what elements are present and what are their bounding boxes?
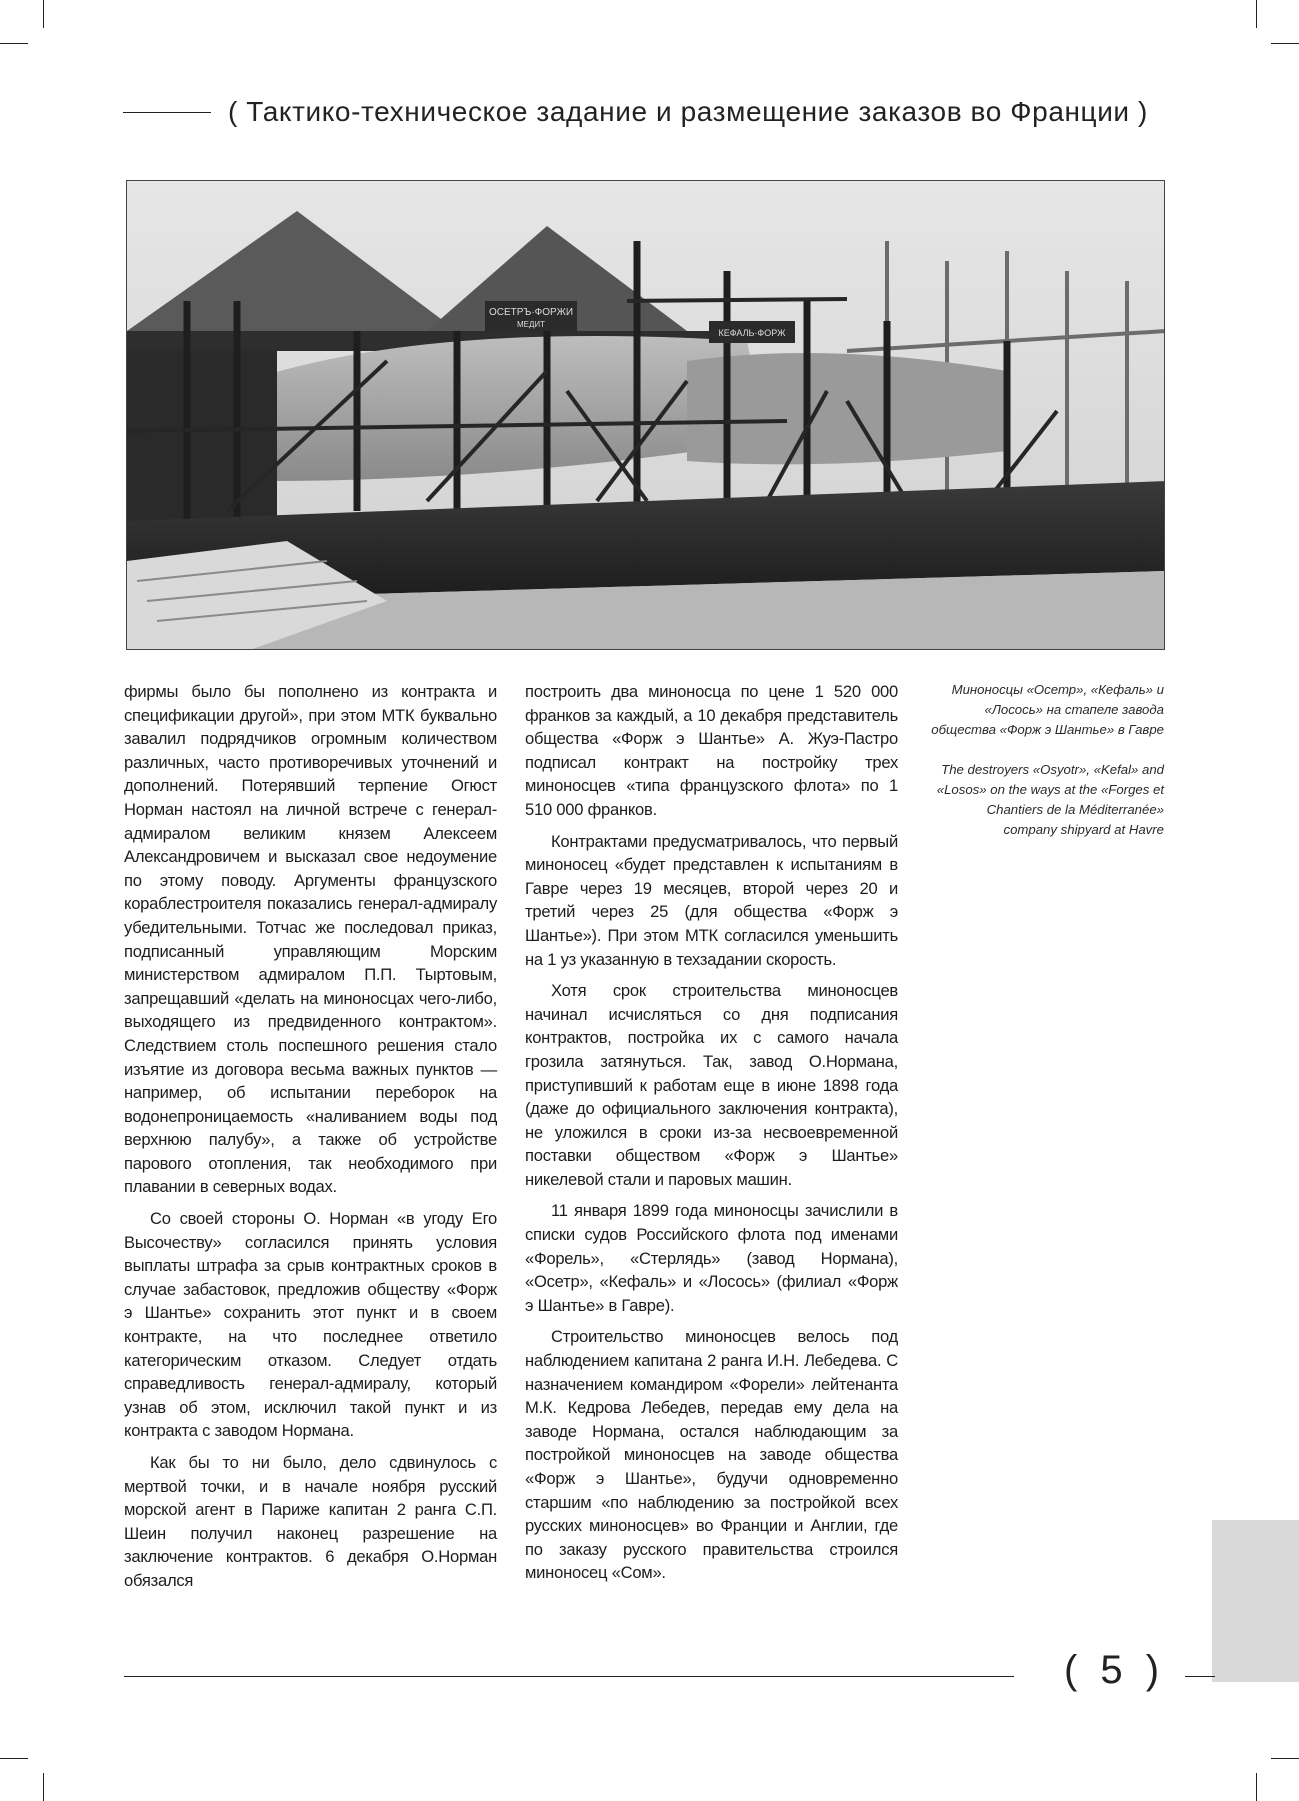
header-rule [123, 112, 211, 113]
paragraph: Со своей стороны О. Норман «в угоду Его Высочеству» согласился принять условия выплаты штрафа за срыв контрактных сроков в случае забастовок, предложив обществу «Форж э Шантье» сохранить этот пункт и в своем контракте, на что последнее ответило категорическим отказом. Следует отдать справедливость генерал-адмиралу, который узнав об этом, исключил такой пункт и из контракта с заводом Нормана. [124, 1209, 497, 1441]
crop-mark [1271, 1758, 1299, 1759]
crop-mark [0, 1758, 28, 1759]
crop-mark [1256, 0, 1257, 28]
crop-mark [1271, 43, 1299, 44]
running-title: ( Тактико-техническое задание и размещение заказов во Франции ) [228, 96, 1148, 127]
paragraph: построить два миноносца по цене 1 520 000 франков за каждый, а 10 декабря представитель общества «Форж э Шантье» А. Жуэ-Пастро подписал контракт на постройку трех миноносцев «типа французского флота» по 1 510 000 франков. [525, 682, 898, 819]
photo-caption [930, 680, 1164, 860]
shipyard-photo [126, 180, 1165, 650]
paragraph: Строительство миноносцев велось под наблюдением капитана 2 ранга И.Н. Лебедева. С назначением командиром «Форели» лейтенанта М.К. Кедрова Лебедев, передав ему дела на заводе Нормана, остался наблюдающим за постройкой миноносцев на заводе общества «Форж э Шантье», будучи одновременно старшим «по наблюдению за постройкой всех русских миноносцев» во Франции и Англии, где по заказу русского правительства строился миноносец «Сом». [525, 1327, 898, 1583]
crop-mark [0, 43, 28, 44]
caption-russian: Миноносцы «Осетр», «Кефаль» и «Лосось» на стапеле завода общества «Форж э Шантье» в Гавре [931, 682, 1164, 737]
crop-mark [1256, 1773, 1257, 1801]
crop-mark [43, 1773, 44, 1801]
paragraph: Хотя срок строительства миноносцев начинал исчисляться со дня подписания контрактов, постройка их с самого начала грозила затянуться. Так, завод О.Нормана, приступивший к работам еще в июне 1898 года (даже до официального заключения контракта), не уложился в сроки из-за несвоевременной поставки обществом «Форж э Шантье» никелевой стали и паровых машин. [525, 981, 898, 1189]
footer-rule [1185, 1676, 1215, 1677]
paragraph: Контрактами предусматривалось, что первый миноносец «будет представлен к испытаниям в Гавре через 19 месяцев, второй через 20 и третий через 25 (для общества «Форж э Шантье»). При этом МТК согласился уменьшить на 1 уз указанную в техзадании скорость. [525, 831, 898, 969]
paragraph: фирмы было бы пополнено из контракта и спецификации другой», при этом МТК буквально завалил подрядчиков огромным количеством различных, часто противоречивых уточнений и дополнений. Потерявший терпение Огюст Норман настоял на личной встрече с генерал-адмиралом великим князем Алексеем Александровичем и высказал свое недоумение по этому поводу. Аргументы французского кораблестроителя показались генерал-адмиралу убедительными. Тотчас же последовал приказ, подписанный управляющим Морским министерством адмиралом П.П. Тыртовым, запрещавший «делать на миноносцах чего-либо, выходящего из предвиденного контрактом». Следствием столь поспешного решения стало изъятие из договора весьма важных пунктов — например, об испытании переборок на водонепроницаемость «наливанием воды под верхнюю палубу», а также об устройстве парового отопления, так необходимого при плавании в северных водах. [124, 682, 497, 1197]
crop-mark [43, 0, 44, 28]
text-column-left [124, 680, 497, 1593]
paragraph: 11 января 1899 года миноносцы зачислили в списки судов Российского флота под именами «Форель», «Стерлядь» (завод Нормана), «Осетр», «Кефаль» и «Лосось» (филиал «Форж э Шантье» в Гавре). [525, 1201, 898, 1315]
sign-osetr-sub: МЕДИТ [516, 320, 546, 329]
page-number: ( 5 ) [1064, 1648, 1166, 1692]
paragraph: Как бы то ни было, дело сдвинулось с мертвой точки, и в начале ноября русский морской агент в Париже капитан 2 ранга С.П. Шеин получил наконец разрешение на заключение контрактов. 6 декабря О.Норман обязался [124, 1453, 497, 1590]
caption-english: The destroyers «Osyotr», «Kefal» and «Losos» on the ways at the «Forges et Chantiers de la Méditerranée» company shipyard at Havre [936, 762, 1164, 837]
footer-rule [124, 1676, 1014, 1677]
sign-kefal: КЕФАЛЬ·ФОРЖ [718, 328, 786, 338]
text-column-right [525, 680, 898, 1585]
sign-osetr: ОСЕТРЪ·ФОРЖИ [488, 307, 574, 318]
side-tab [1212, 1520, 1299, 1682]
